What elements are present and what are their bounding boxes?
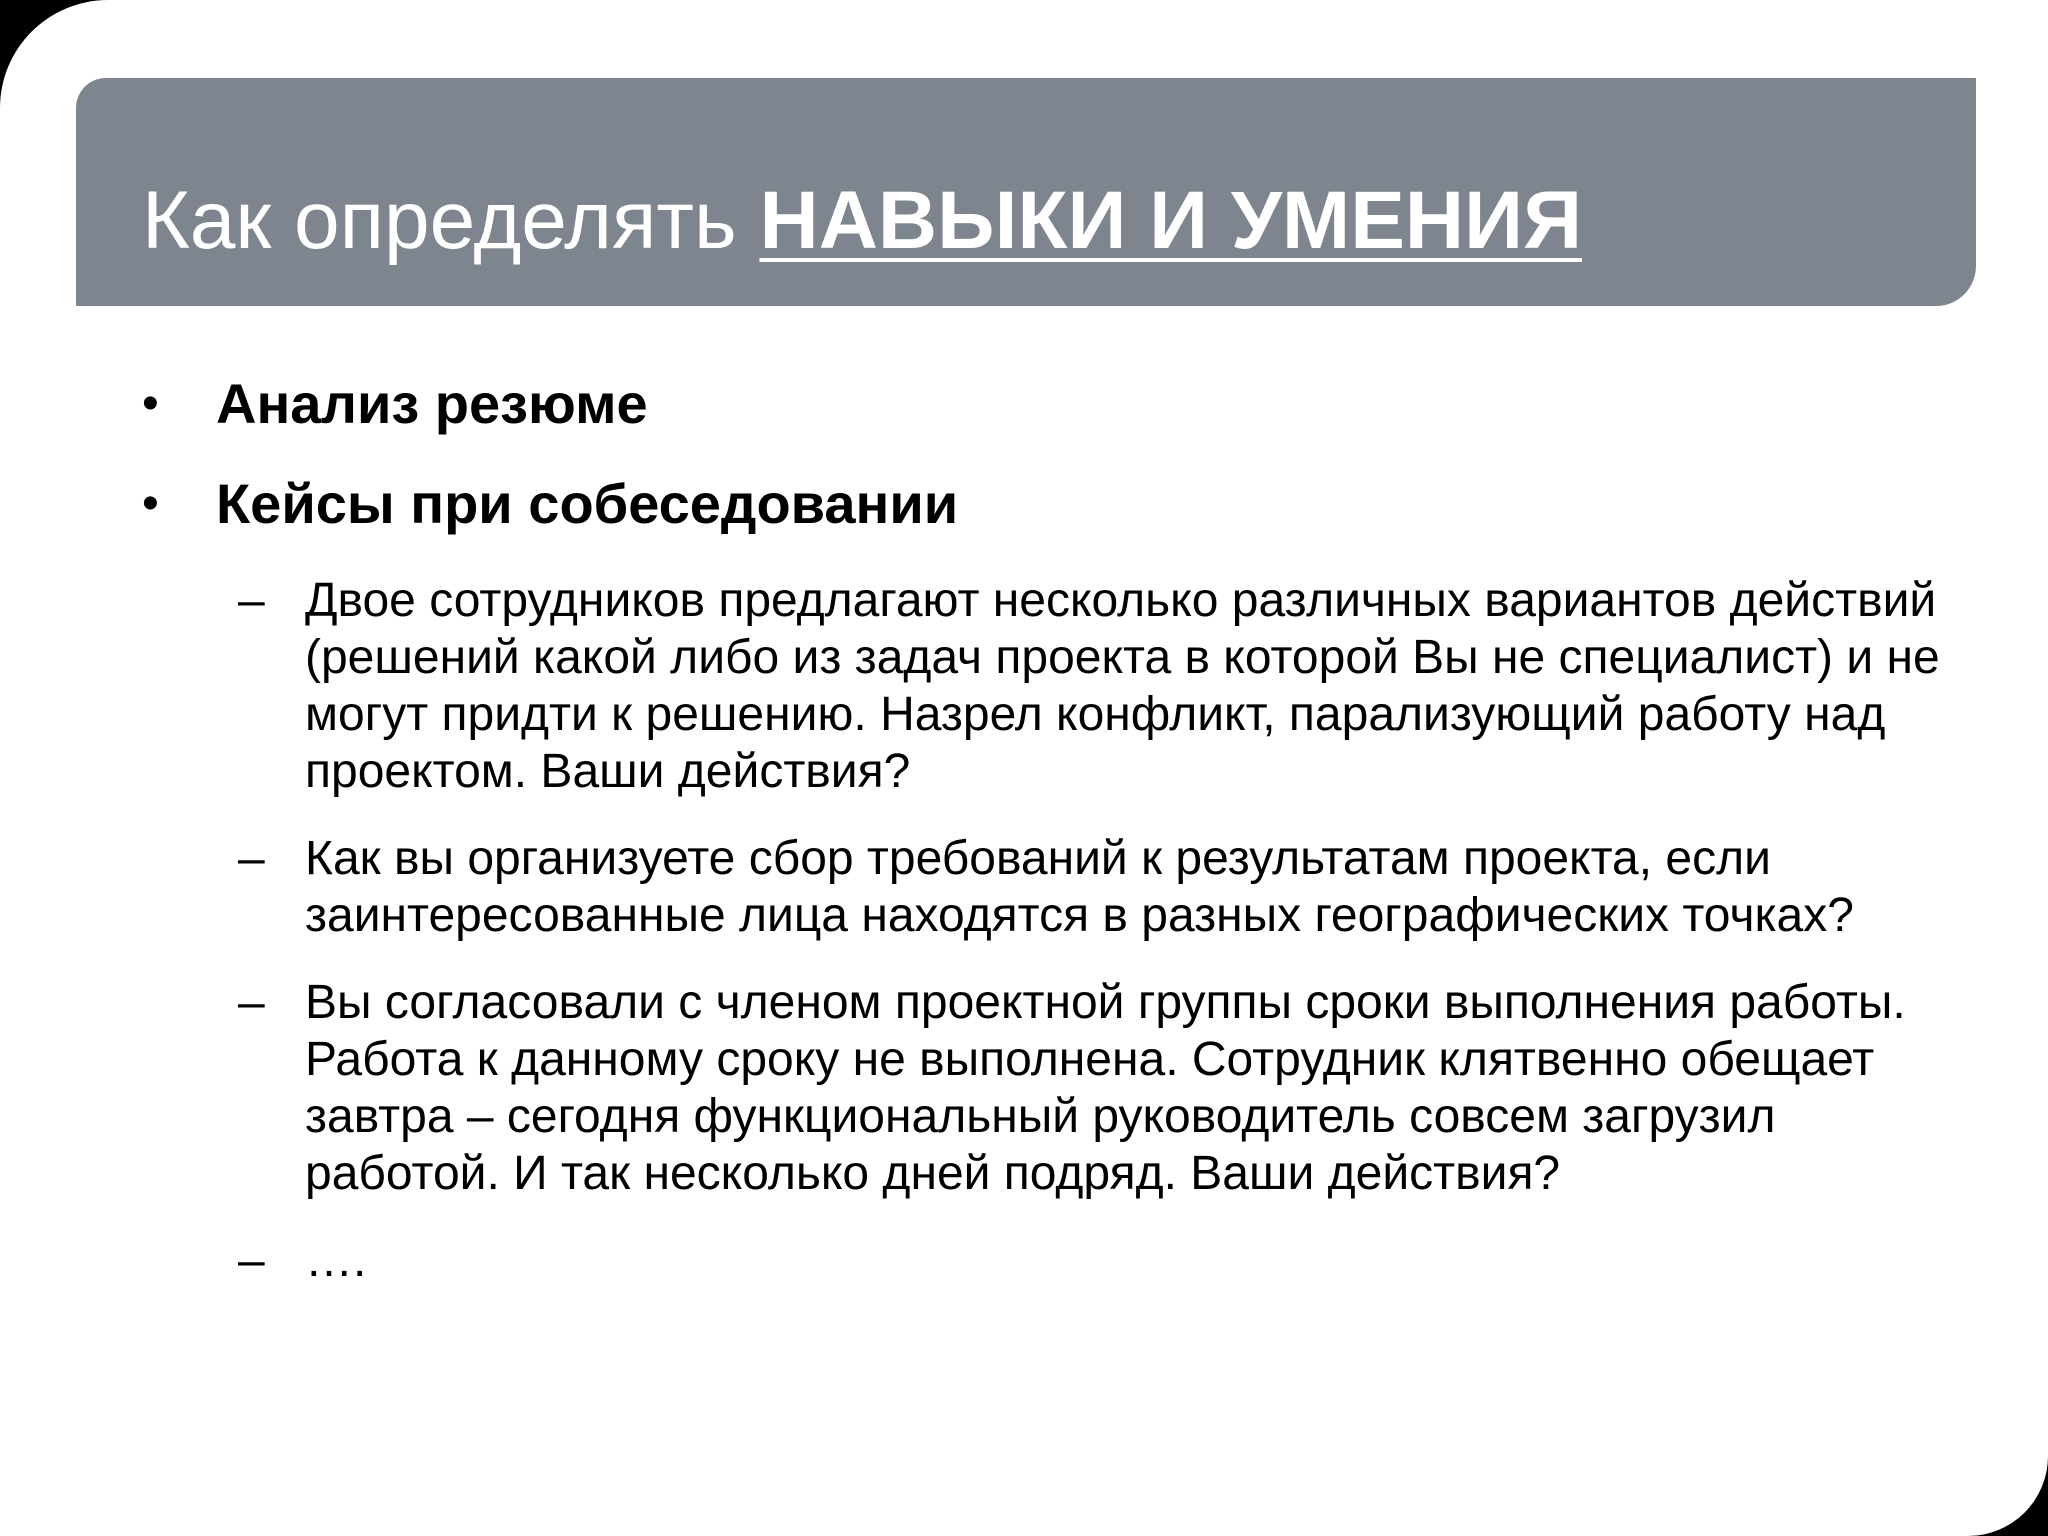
bullet-text: Кейсы при собеседовании [216, 472, 959, 535]
bullet-item [0, 472, 2048, 536]
dash-marker: – [238, 976, 265, 1029]
case-text: Как вы организуете сбор требований к результатам проекта, если заинтересованные лица находятся в разных географических точках? [305, 832, 1854, 942]
dash-marker: – [238, 574, 265, 627]
slide-content [0, 372, 2048, 1319]
bullet-text: Анализ резюме [216, 372, 648, 435]
dash-marker: – [238, 832, 265, 885]
case-text: Двое сотрудников предлагают несколько различных вариантов действий (решений какой либо из задач проекта в которой Вы не специалист) и не могут придти к решению. Назрел конфликт, парализующий работу над проектом. Ваши действия? [305, 574, 1940, 798]
title-bar [76, 78, 1976, 306]
bullet-item [0, 372, 2048, 436]
bullet-marker: • [142, 377, 159, 430]
case-text: Вы согласовали с членом проектной группы сроки выполнения работы. Работа к данному сроку не выполнена. Сотрудник клятвенно обещает завтра – сегодня функциональный руководитель совсем загрузил работой. И так несколько дней подряд. Ваши действия? [305, 976, 1906, 1200]
bullet-marker: • [142, 477, 159, 530]
case-item [0, 1232, 2048, 1289]
title-prefix: Как определять [142, 175, 760, 266]
slide-title [142, 175, 1583, 266]
case-text: …. [305, 1234, 367, 1287]
case-item [0, 830, 2048, 944]
case-item [0, 974, 2048, 1202]
case-item [0, 572, 2048, 800]
dash-marker: – [238, 1234, 265, 1287]
title-emphasis: НАВЫКИ И УМЕНИЯ [759, 175, 1583, 266]
